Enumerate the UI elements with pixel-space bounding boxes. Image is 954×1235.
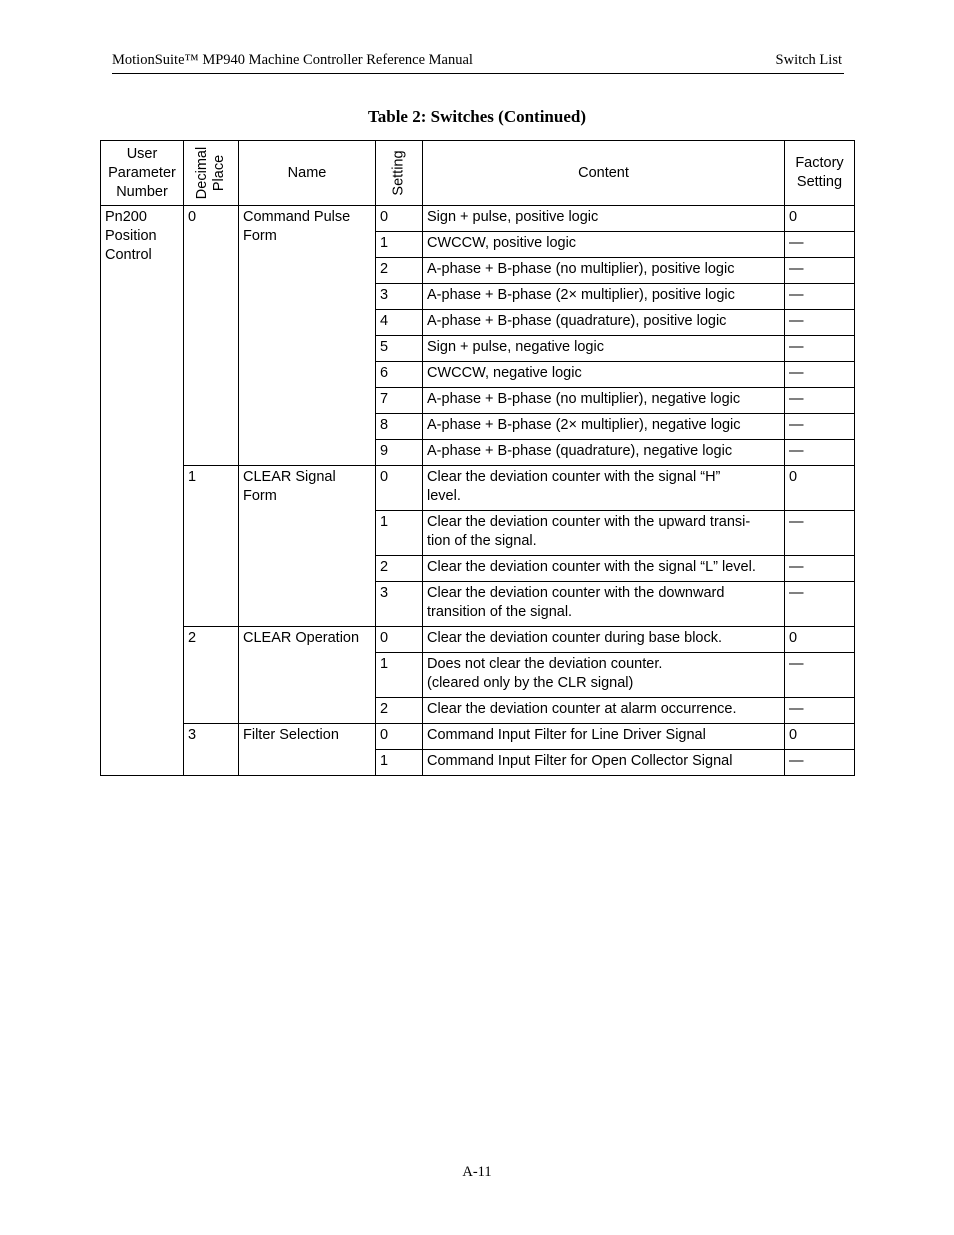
header-factory-setting-label: Factory Setting	[795, 155, 844, 190]
header-setting	[376, 141, 423, 206]
header-user-parameter-label: User Parameter Number	[108, 145, 176, 200]
decimal-place-cell: 1	[184, 466, 239, 627]
setting-cell: 2	[376, 698, 423, 724]
user-parameter-cell: Pn200 Position Control	[101, 206, 184, 776]
content-cell: Clear the deviation counter with the signal “H” level.	[423, 466, 785, 511]
decimal-place-cell: 3	[184, 724, 239, 776]
table-title: Table 2: Switches (Continued)	[367, 107, 587, 126]
factory-cell: —	[785, 336, 855, 362]
content-cell: Command Input Filter for Open Collector Signal	[423, 750, 785, 776]
content-cell: Clear the deviation counter during base block.	[423, 627, 785, 653]
name-cell: CLEAR Operation	[239, 627, 376, 724]
factory-cell: —	[785, 698, 855, 724]
factory-cell: 0	[785, 466, 855, 511]
content-cell: Clear the deviation counter with the upward transi- tion of the signal.	[423, 511, 785, 556]
setting-cell: 6	[376, 362, 423, 388]
table-header-row	[101, 141, 855, 206]
factory-cell: 0	[785, 724, 855, 750]
content-cell: Clear the deviation counter at alarm occurrence.	[423, 698, 785, 724]
factory-cell: —	[785, 556, 855, 582]
setting-cell: 0	[376, 206, 423, 232]
header-name-label: Name	[287, 164, 327, 181]
setting-cell: 4	[376, 310, 423, 336]
name-cell: Command Pulse Form	[239, 206, 376, 466]
header-user-parameter-number	[101, 141, 184, 206]
setting-cell: 9	[376, 440, 423, 466]
factory-cell: —	[785, 284, 855, 310]
content-cell: A-phase + B-phase (2× multiplier), positive logic	[423, 284, 785, 310]
factory-cell: —	[785, 362, 855, 388]
content-cell: Command Input Filter for Line Driver Signal	[423, 724, 785, 750]
content-cell: A-phase + B-phase (quadrature), positive logic	[423, 310, 785, 336]
factory-cell: —	[785, 310, 855, 336]
table-row	[101, 466, 855, 511]
factory-cell: —	[785, 653, 855, 698]
factory-cell: —	[785, 232, 855, 258]
decimal-place-cell: 2	[184, 627, 239, 724]
header-factory-setting	[785, 141, 855, 206]
content-cell: CWCCW, positive logic	[423, 232, 785, 258]
content-cell: Does not clear the deviation counter. (cleared only by the CLR signal)	[423, 653, 785, 698]
setting-cell: 2	[376, 258, 423, 284]
setting-cell: 3	[376, 582, 423, 627]
factory-cell: —	[785, 388, 855, 414]
header-content	[423, 141, 785, 206]
name-cell: CLEAR Signal Form	[239, 466, 376, 627]
factory-cell: —	[785, 258, 855, 284]
factory-cell: —	[785, 750, 855, 776]
factory-cell: —	[785, 582, 855, 627]
factory-cell: 0	[785, 627, 855, 653]
factory-cell: —	[785, 414, 855, 440]
table-row	[101, 627, 855, 653]
switches-table	[100, 140, 855, 776]
setting-cell: 0	[376, 724, 423, 750]
content-cell: A-phase + B-phase (no multiplier), negative logic	[423, 388, 785, 414]
content-cell: A-phase + B-phase (2× multiplier), negative logic	[423, 414, 785, 440]
factory-cell: —	[785, 440, 855, 466]
header-setting-label: Setting	[390, 150, 407, 196]
content-cell: A-phase + B-phase (quadrature), negative logic	[423, 440, 785, 466]
header-content-label: Content	[578, 164, 629, 181]
setting-cell: 3	[376, 284, 423, 310]
header-decimal-place-label: Decimal Place	[194, 146, 227, 200]
content-cell: Sign + pulse, negative logic	[423, 336, 785, 362]
setting-cell: 2	[376, 556, 423, 582]
table-row	[101, 206, 855, 232]
factory-cell: —	[785, 511, 855, 556]
content-cell: Clear the deviation counter with the downward transition of the signal.	[423, 582, 785, 627]
setting-cell: 8	[376, 414, 423, 440]
factory-cell: 0	[785, 206, 855, 232]
page-number: A-11	[462, 1164, 492, 1180]
content-cell: Clear the deviation counter with the signal “L” level.	[423, 556, 785, 582]
table-body	[101, 206, 855, 776]
content-cell: A-phase + B-phase (no multiplier), positive logic	[423, 258, 785, 284]
section-title: Switch List	[775, 52, 842, 68]
setting-cell: 7	[376, 388, 423, 414]
name-cell: Filter Selection	[239, 724, 376, 776]
setting-cell: 1	[376, 653, 423, 698]
header-name	[239, 141, 376, 206]
page-header	[112, 52, 844, 74]
content-cell: Sign + pulse, positive logic	[423, 206, 785, 232]
setting-cell: 0	[376, 466, 423, 511]
setting-cell: 5	[376, 336, 423, 362]
manual-title: MotionSuite™ MP940 Machine Controller Reference Manual	[112, 52, 473, 68]
content-cell: CWCCW, negative logic	[423, 362, 785, 388]
setting-cell: 0	[376, 627, 423, 653]
decimal-place-cell: 0	[184, 206, 239, 466]
setting-cell: 1	[376, 750, 423, 776]
setting-cell: 1	[376, 232, 423, 258]
table-row	[101, 724, 855, 750]
header-decimal-place	[184, 141, 239, 206]
setting-cell: 1	[376, 511, 423, 556]
